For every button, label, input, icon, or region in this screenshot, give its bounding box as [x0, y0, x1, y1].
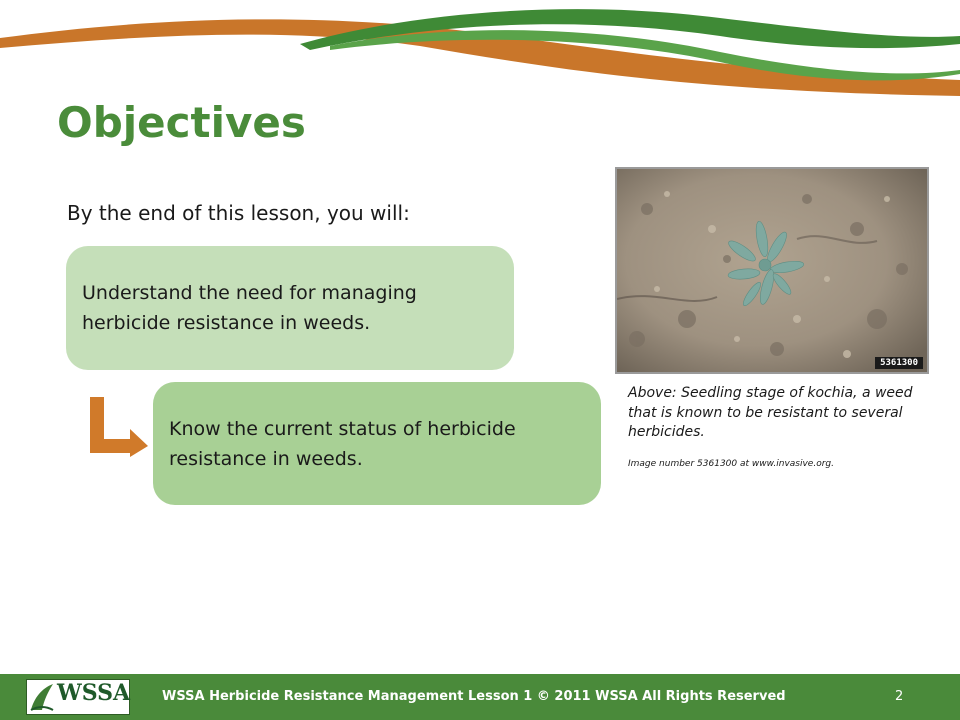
logo-text: WSSA: [57, 680, 131, 706]
intro-text: By the end of this lesson, you will:: [67, 201, 410, 225]
kochia-photo: [615, 167, 929, 374]
objective-box-2: [153, 382, 601, 505]
photo-credit: Image number 5361300 at www.invasive.org.: [628, 459, 834, 469]
objective-text-1: Understand the need for managing herbicide resistance in weeds.: [82, 282, 417, 334]
page-title: Objectives: [57, 98, 306, 147]
objective-box-1: [66, 246, 514, 370]
footer-bar: [0, 674, 960, 720]
objective-text-2: Know the current status of herbicide resistance in weeds.: [169, 417, 516, 470]
page-number: 2: [895, 689, 904, 704]
bent-arrow-icon: [88, 395, 150, 459]
photo-caption: Above: Seedling stage of kochia, a weed that is known to be resistant to several herbicides.: [628, 385, 913, 440]
footer-text: WSSA Herbicide Resistance Management Lesson 1 © 2011 WSSA All Rights Reserved: [162, 689, 786, 704]
leaf-icon: [28, 680, 56, 714]
image-number-label: 5361300: [875, 357, 923, 369]
wssa-logo-icon: [26, 679, 130, 715]
soil-seedling-image: [617, 169, 927, 372]
swoosh-banner: [0, 0, 960, 110]
